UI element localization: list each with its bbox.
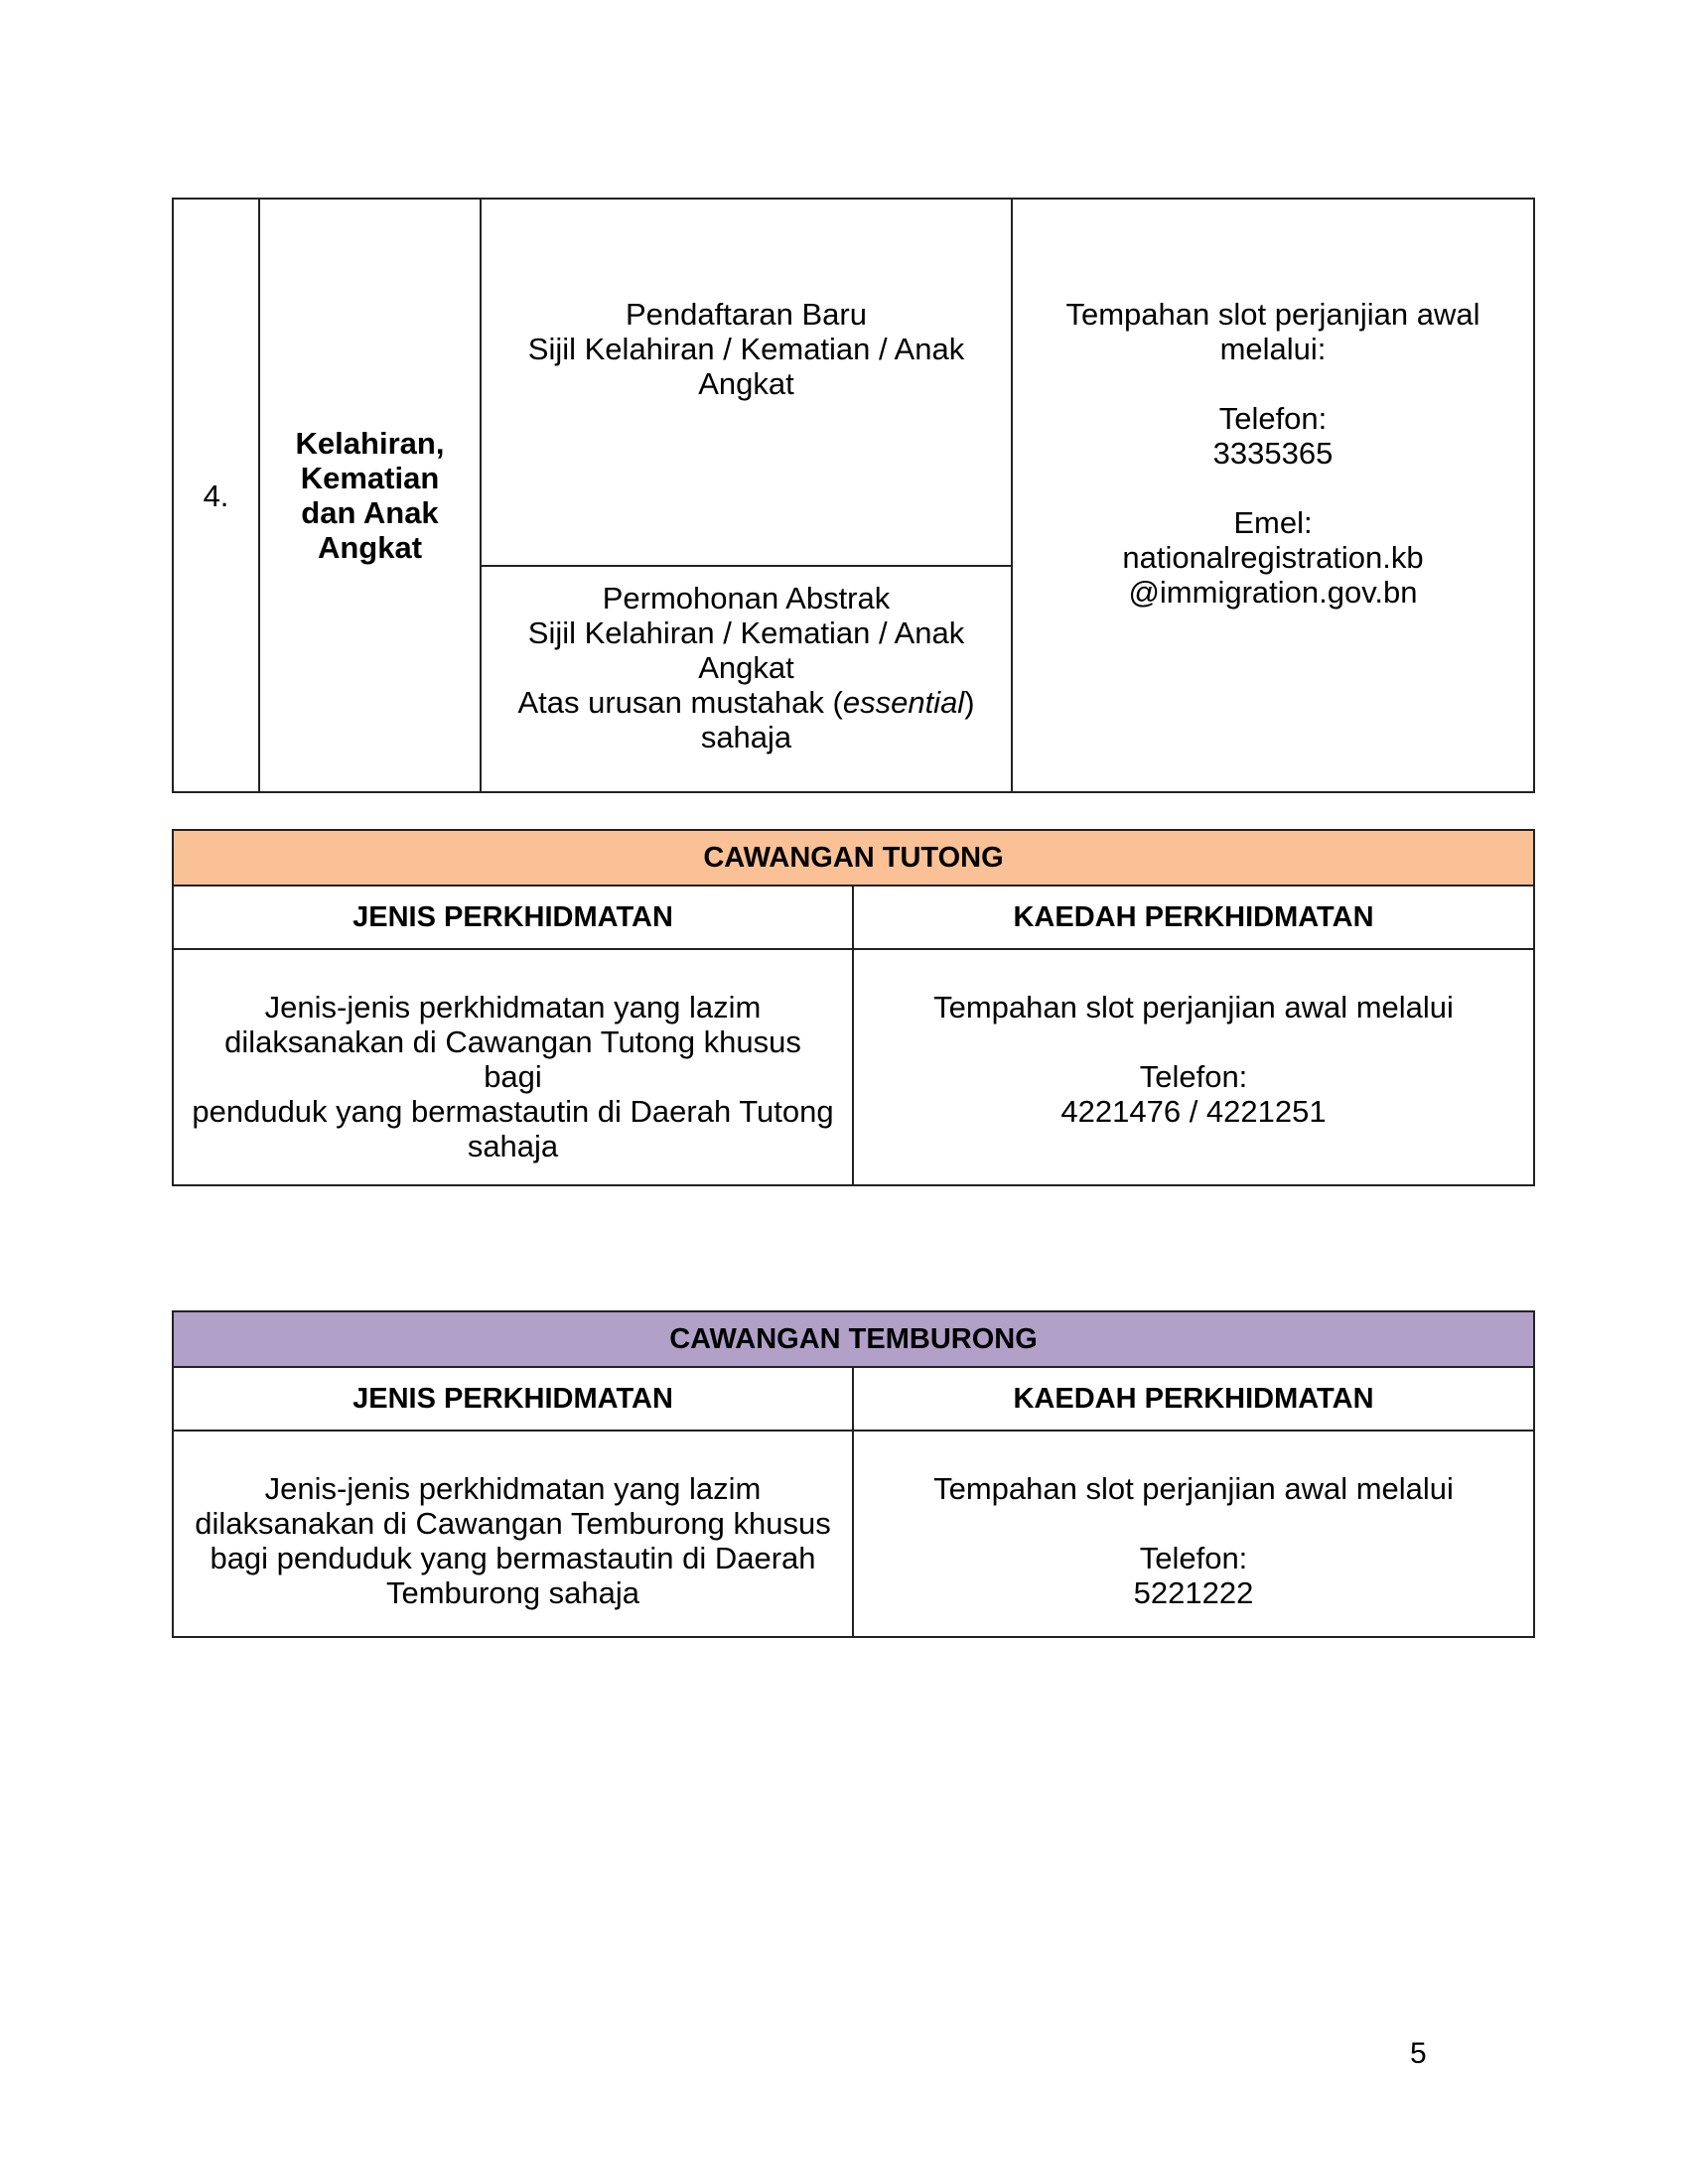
services-table-row-4 — [172, 198, 1535, 793]
service-abstract-end: ) sahaja — [700, 685, 975, 754]
service-abstract-italic: essential — [842, 685, 965, 720]
temburong-service: Jenis-jenis perkhidmatan yang lazim dilaksanakan di Cawangan Temburong khusus bagi penduduk yang bermastautin di Daerah Temburong sahaja — [173, 1431, 853, 1637]
temburong-method: Tempahan slot perjanjian awal melalui Telefon: 5221222 — [853, 1431, 1534, 1637]
temburong-col-method: KAEDAH PERKHIDMATAN — [853, 1367, 1534, 1431]
temburong-title: CAWANGAN TEMBURONG — [173, 1311, 1534, 1367]
row-number: 4. — [173, 199, 259, 792]
tutong-service: Jenis-jenis perkhidmatan yang lazim dilaksanakan di Cawangan Tutong khusus bagi penduduk yang bermastautin di Daerah Tutong sahaja — [173, 949, 853, 1185]
tutong-title: CAWANGAN TUTONG — [173, 830, 1534, 886]
tutong-branch-table — [172, 829, 1535, 1186]
temburong-branch-table — [172, 1310, 1535, 1638]
service-category: Kelahiran, Kematian dan Anak Angkat — [259, 199, 481, 792]
tutong-col-service: JENIS PERKHIDMATAN — [173, 886, 853, 949]
page-number: 5 — [1410, 2037, 1427, 2070]
service-method: Tempahan slot perjanjian awal melalui: Telefon: 3335365 Emel: nationalregistration.kb @immigration.gov.bn — [1012, 199, 1534, 792]
service-abstract-application — [481, 566, 1012, 792]
tutong-col-method: KAEDAH PERKHIDMATAN — [853, 886, 1534, 949]
temburong-col-service: JENIS PERKHIDMATAN — [173, 1367, 853, 1431]
service-new-registration: Pendaftaran Baru Sijil Kelahiran / Kematian / Anak Angkat — [481, 199, 1012, 566]
tutong-method: Tempahan slot perjanjian awal melalui Telefon: 4221476 / 4221251 — [853, 949, 1534, 1185]
service-abstract-text: Permohonan Abstrak Sijil Kelahiran / Kematian / Anak Angkat Atas urusan mustahak ( — [517, 581, 965, 720]
